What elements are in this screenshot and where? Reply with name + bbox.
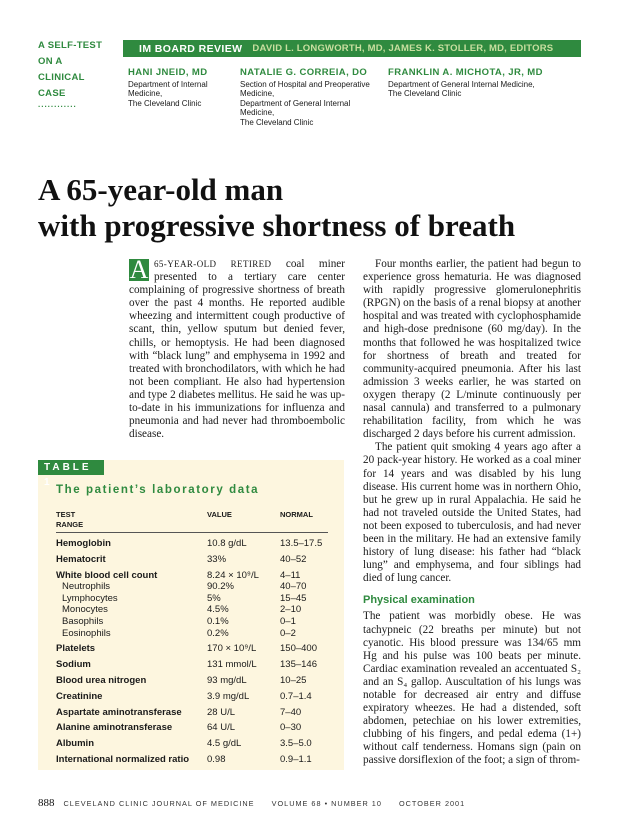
header-range: RANGE (56, 519, 84, 529)
author-name: NATALIE G. CORREIA, DO (240, 67, 368, 78)
series-label (38, 38, 118, 108)
body-paragraph: Four months earlier, the patient had begun to experience gross hematuria. He was diagnosed with rapidly progressive glomerulonephritis (RPGN) on the basis of a renal biopsy at another hospital and was treated with cyclophosphamide and high-dose prednisone (60 mg/day). In the months that followed he was hospitalized twice for shortness of breath and treated for community-acquired pneumonia. After his last admission 3 weeks earlier, he was started on oxygen therapy (2 L/minute continuously per nasal cannula) and transferred to a pulmonary rehabilitation facility, from which he was discharged 2 days before his current admission. (363, 258, 581, 441)
cell-test: Monocytes (62, 604, 108, 616)
table-row (56, 628, 336, 640)
header-normal: NORMAL (280, 510, 313, 519)
article-title (38, 172, 598, 244)
table-header-test (56, 510, 83, 529)
table-row (56, 604, 336, 616)
title-line: with progressive shortness of breath (38, 208, 516, 243)
table-row (56, 570, 336, 582)
series-line: CLINICAL (38, 72, 85, 83)
cell-value: 4.5% (207, 604, 229, 616)
cell-normal: 0–1 (280, 616, 296, 627)
section-heading: Physical examination (363, 594, 475, 607)
cell-value: 90.2% (207, 581, 234, 593)
cell-test: International normalized ratio (56, 754, 190, 765)
cell-normal: 13.5–17.5 (280, 538, 323, 549)
cell-test: Sodium (56, 659, 91, 671)
table-row (56, 707, 336, 719)
cell-value: 5% (207, 592, 221, 604)
table-row (56, 616, 336, 628)
intro-text: coal miner presented to a tertiary care center complaining of progressive shortness of breath over the past 4 months. He reported audible wheezing and intermittent cough productive of scant, thin, yellow sputum but denied fever, chills, or hemoptysis. He had been diagnosed with “black lung” and emphysema in 1992 and treated with bronchodilators, with which he had not been compliant. He also had hypertension and type 2 diabetes mellitus. He said he was up-to-date in his immunizations for influenza and pneumonia and had never had thromboembolic disease. (129, 258, 345, 441)
cell-test: Blood urea nitrogen (56, 675, 147, 686)
cell-normal: 150–400 (280, 643, 317, 655)
cell-normal: 0.7–1.4 (280, 690, 312, 702)
table-row (56, 691, 336, 703)
table-divider (56, 532, 328, 533)
cell-value: 131 mmol/L (207, 659, 257, 671)
cell-test: Hemoglobin (56, 538, 111, 549)
table-row (56, 538, 336, 550)
cell-value: 0.1% (207, 616, 229, 627)
author-affiliation: Department of General Internal Medicine, The Cleveland Clinic (388, 79, 535, 98)
header-test: TEST (56, 510, 76, 519)
table-row (56, 581, 336, 593)
author-name: FRANKLIN A. MICHOTA, JR, MD (388, 67, 543, 78)
cell-normal: 0.9–1.1 (280, 754, 312, 765)
series-dots: ............ (38, 100, 77, 109)
series-line: ON A (38, 56, 63, 67)
header-value: VALUE (207, 510, 232, 519)
journal-name: CLEVELAND CLINIC JOURNAL OF MEDICINE (63, 799, 255, 808)
table-row (56, 643, 336, 655)
body-paragraph: The patient was morbidly obese. He was tachypneic (22 breaths per minute) but not cyanotic. His blood pressure was 134/65 mm Hg and his pulse was 100 beats per minute. Cardiac examination revealed an accentuated S₂ and an S₄ gallop. Auscultation of his lungs was notable for decreased air entry and diffuse expiratory wheezes. He had a distended, soft abdomen, petechiae on his lower extremities, clubbing of his fingers, and pedal edema (1+) without calf tenderness. Homans sign (pain on passive dorsiflexion of the foot; a sign of throm- (363, 610, 581, 767)
cell-test: Lymphocytes (62, 592, 118, 604)
table-tag: TABLE 1 (38, 460, 104, 475)
table-row (56, 675, 336, 687)
author-block (128, 68, 238, 108)
intro-paragraph (129, 255, 345, 441)
volume-info: VOLUME 68 • NUMBER 10 (271, 799, 382, 808)
section-banner (123, 40, 581, 57)
intro-lead: 65-YEAR-OLD RETIRED (154, 259, 272, 269)
series-line: CASE (38, 88, 66, 99)
table-row (56, 754, 336, 766)
cell-value: 8.24 × 10⁹/L (207, 569, 259, 581)
cell-value: 64 U/L (207, 722, 235, 734)
cell-normal: 135–146 (280, 659, 317, 671)
section-name: IM BOARD REVIEW (139, 42, 243, 55)
cell-test: Albumin (56, 738, 94, 750)
cell-test: Basophils (62, 616, 104, 627)
drop-cap: A (129, 255, 149, 284)
cell-value: 3.9 mg/dL (207, 690, 250, 702)
table-title: The patient’s laboratory data (56, 484, 260, 496)
cell-value: 4.5 g/dL (207, 738, 242, 750)
cell-test: Neutrophils (62, 581, 111, 593)
page-number: 888 (38, 797, 55, 809)
cell-value: 0.98 (207, 754, 226, 765)
cell-value: 0.2% (207, 627, 229, 639)
cell-normal: 10–25 (280, 675, 307, 686)
title-line: A 65-year-old man (38, 172, 284, 207)
cell-test: Alanine aminotransferase (56, 722, 173, 734)
table-row (56, 738, 336, 750)
cell-normal: 7–40 (280, 706, 302, 718)
table-row (56, 659, 336, 671)
body-paragraph: The patient quit smoking 4 years ago after a 20 pack-year history. He worked as a coal miner for 14 years and was disabled by his lung disease. His current home was in northern Ohio, but he grew up in rural Appalachia. He said he had not traveled outside the United States, had not been exposed to tuberculosis, and had never been in the military. He had an extensive family history of lung disease: his father had “black lung” and emphysema, and four siblings had died of lung cancer. (363, 441, 581, 585)
table-row (56, 722, 336, 734)
table-row (56, 593, 336, 605)
author-affiliation: Section of Hospital and Preoperative Medicine, Department of General Internal Medicine, The Cleveland Clinic (240, 79, 370, 127)
cell-test: White blood cell count (56, 569, 158, 581)
cell-value: 33% (207, 553, 227, 565)
author-block (240, 68, 386, 127)
cell-normal: 40–70 (280, 581, 307, 593)
cell-value: 28 U/L (207, 706, 235, 718)
cell-normal: 0–2 (280, 627, 296, 639)
cell-value: 170 × 10⁹/L (207, 643, 257, 655)
cell-normal: 0–30 (280, 722, 302, 734)
author-name: HANI JNEID, MD (128, 67, 208, 78)
series-line: A SELF-TEST (38, 40, 103, 51)
author-block (388, 68, 568, 99)
issue-date: OCTOBER 2001 (398, 799, 466, 808)
cell-test: Eosinophils (62, 627, 111, 639)
cell-value: 93 mg/dL (207, 675, 247, 686)
page-footer (38, 797, 465, 809)
cell-test: Hematocrit (56, 553, 106, 565)
cell-normal: 4–11 (280, 569, 301, 581)
cell-normal: 2–10 (280, 604, 302, 616)
author-affiliation: Department of Internal Medicine, The Cleveland Clinic (128, 79, 208, 108)
cell-normal: 40–52 (280, 553, 307, 565)
cell-test: Creatinine (56, 690, 103, 702)
cell-test: Platelets (56, 643, 96, 655)
editors-line: DAVID L. LONGWORTH, MD, JAMES K. STOLLER, MD, EDITORS (252, 43, 554, 54)
cell-value: 10.8 g/dL (207, 538, 247, 549)
cell-test: Aspartate aminotransferase (56, 706, 182, 718)
table-row (56, 554, 336, 566)
cell-normal: 15–45 (280, 592, 307, 604)
right-column (363, 258, 581, 768)
cell-normal: 3.5–5.0 (280, 738, 312, 750)
